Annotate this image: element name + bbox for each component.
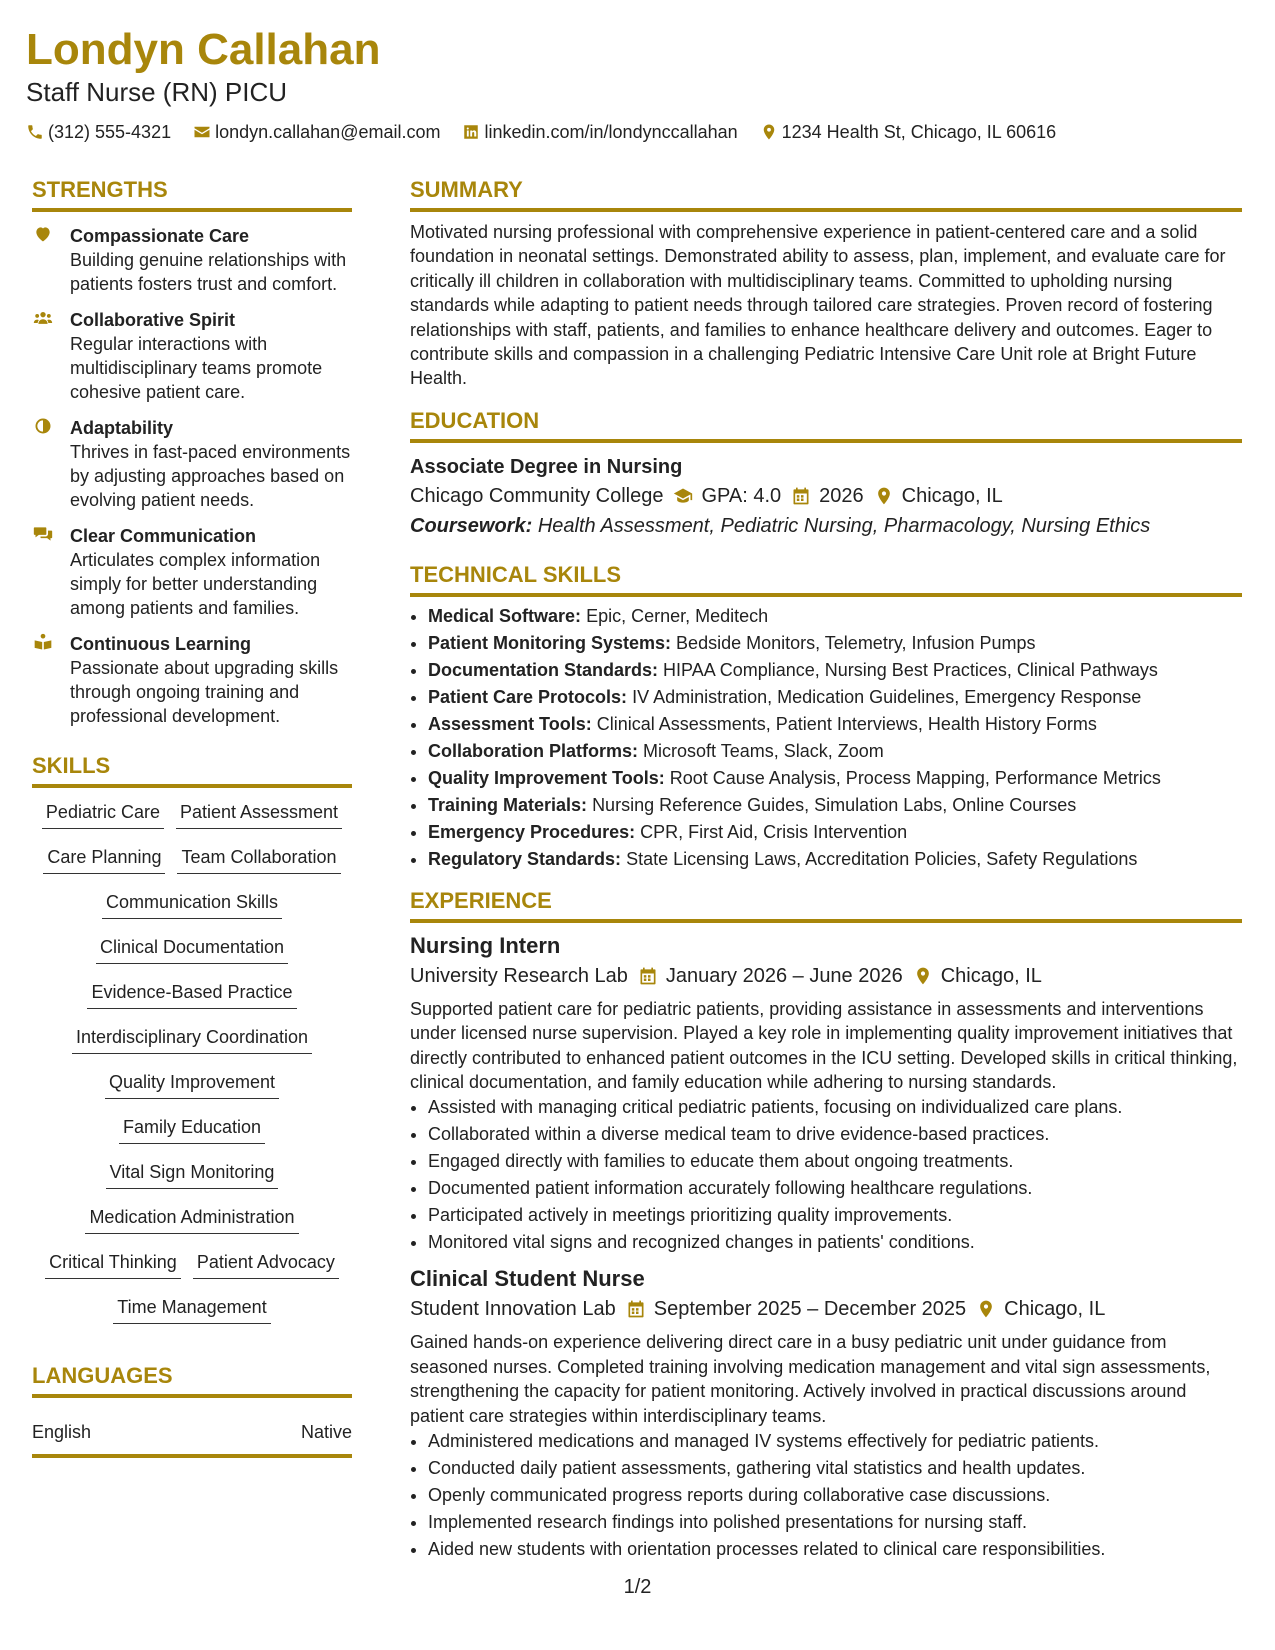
heart-icon [32, 224, 54, 244]
list-item: • Conducted daily patient assessments, gathering vital statistics and health updates. [428, 1455, 1242, 1482]
chat-icon [32, 524, 54, 544]
address-text: 1234 Health St, Chicago, IL 60616 [781, 121, 1057, 142]
language-item [32, 1420, 352, 1444]
strength-heading: Adaptability [70, 418, 174, 438]
calendar-icon [638, 966, 658, 986]
job-bullets [410, 1094, 1242, 1256]
linkedin-text: linkedin.com/in/londynccallahan [484, 121, 738, 142]
job-location: Chicago, IL [940, 964, 1042, 987]
email-text: londyn.callahan@email.com [215, 121, 441, 142]
language-level: Native [300, 1422, 352, 1442]
skill-category: Emergency Procedures: [428, 821, 636, 842]
list-item: • Engaged directly with families to educate them about ongoing treatments. [428, 1148, 1242, 1175]
list-item: • Aided new students with orientation processes related to clinical care responsibilities. [428, 1536, 1242, 1563]
job-organization: University Research Lab [410, 964, 628, 987]
strength-item [32, 524, 352, 620]
list-item [428, 630, 1242, 657]
list-item: • Monitored vital signs and recognized changes in patients' conditions. [428, 1229, 1242, 1256]
phone-icon [26, 123, 44, 141]
skill-values: Epic, Cerner, Meditech [586, 605, 769, 626]
skill-tag: Patient Advocacy [193, 1250, 339, 1279]
half-circle-icon [32, 416, 54, 436]
strength-description: Passionate about upgrading skills through ongoing training and professional development. [70, 658, 339, 726]
skill-values: IV Administration, Medication Guidelines, Emergency Response [632, 686, 1142, 707]
page-number: 1/2 [623, 1576, 652, 1598]
skill-category: Regulatory Standards: [428, 848, 622, 869]
skill-category: Medical Software: [428, 605, 582, 626]
candidate-title: Staff Nurse (RN) PICU [26, 77, 288, 107]
contact-linkedin[interactable] [462, 122, 737, 143]
language-name: English [32, 1422, 92, 1442]
job-role: Nursing Intern [410, 932, 561, 958]
skill-tag: Evidence-Based Practice [87, 980, 296, 1009]
strength-description: Thrives in fast-paced environments by adjusting approaches based on evolving patient needs. [70, 442, 351, 510]
skill-values: HIPAA Compliance, Nursing Best Practices, Clinical Pathways [663, 659, 1158, 680]
list-item [428, 846, 1242, 873]
strength-heading: Continuous Learning [70, 634, 251, 654]
map-pin-icon [976, 1299, 996, 1319]
candidate-name: Londyn Callahan [26, 25, 381, 74]
list-item: • Implemented research findings into polished presentations for nursing staff. [428, 1509, 1242, 1536]
coursework-text: Health Assessment, Pediatric Nursing, Pharmacology, Nursing Ethics [537, 514, 1151, 537]
job-dates: September 2025 – December 2025 [653, 1298, 967, 1321]
skill-tag: Interdisciplinary Coordination [72, 1025, 312, 1054]
education-location: Chicago, IL [901, 484, 1003, 507]
skill-values: Nursing Reference Guides, Simulation Labs, Online Courses [592, 794, 1077, 815]
skill-category: Collaboration Platforms: [428, 740, 639, 761]
linkedin-icon [462, 123, 480, 141]
section-divider [32, 208, 352, 212]
section-divider [410, 919, 1242, 923]
skill-tag: Family Education [119, 1115, 265, 1144]
job-description: Supported patient care for pediatric patients, providing assistance in assessments and interventions under licensed nurse supervision. Played a key role in implementing quality improvement initiatives that directly contributed to enhanced patient outcomes in the ICU setting. Developed skills in critical thinking, clinical documentation, and family education while adhering to nursing standards. [410, 998, 1238, 1093]
calendar-icon [791, 486, 811, 506]
section-title: EDUCATION [410, 407, 540, 433]
job-entry [410, 931, 1242, 1257]
list-item: • Collaborated within a diverse medical team to drive evidence-based practices. [428, 1121, 1242, 1148]
coursework-line [410, 511, 1242, 541]
job-meta [410, 961, 1242, 991]
list-item: • Openly communicated progress reports during collaborative case discussions. [428, 1482, 1242, 1509]
strength-item [32, 308, 352, 404]
list-item [428, 738, 1242, 765]
job-organization: Student Innovation Lab [410, 1298, 616, 1321]
contact-bar [26, 120, 1246, 144]
skill-values: CPR, First Aid, Crisis Intervention [640, 821, 908, 842]
skill-category: Assessment Tools: [428, 713, 592, 734]
strength-item [32, 416, 352, 512]
list-item: • Assisted with managing critical pediatric patients, focusing on individualized care plans. [428, 1094, 1242, 1121]
list-item [428, 657, 1242, 684]
contact-email[interactable] [193, 122, 440, 143]
list-item [428, 819, 1242, 846]
list-item: • Administered medications and managed IV systems effectively for pediatric patients. [428, 1428, 1242, 1455]
skill-tag: Critical Thinking [45, 1250, 181, 1279]
section-title: SKILLS [32, 753, 111, 778]
summary-section [410, 176, 1242, 391]
section-title: STRENGTHS [32, 177, 168, 202]
job-location: Chicago, IL [1004, 1298, 1106, 1321]
contact-address [760, 122, 1057, 143]
strength-description: Building genuine relationships with patients fosters trust and comfort. [70, 250, 347, 294]
job-bullets [410, 1428, 1242, 1563]
list-item [428, 711, 1242, 738]
section-title: TECHNICAL SKILLS [410, 561, 622, 587]
skill-tag: Care Planning [43, 845, 165, 874]
skill-tag: Clinical Documentation [96, 935, 288, 964]
right-column [410, 176, 1242, 1563]
skills-list [32, 800, 352, 1340]
strength-heading: Clear Communication [70, 526, 257, 546]
skill-tag: Medication Administration [85, 1205, 298, 1234]
skill-category: Patient Monitoring Systems: [428, 632, 672, 653]
skill-tag: Quality Improvement [105, 1070, 279, 1099]
job-role: Clinical Student Nurse [410, 1266, 645, 1292]
degree-name: Associate Degree in Nursing [410, 455, 683, 478]
languages-section [32, 1362, 352, 1458]
job-description: Gained hands-on experience delivering direct care in a busy pediatric unit under guidance from seasoned nurses. Completed training involving medication management and vital sign assessments, strengthening the capacity for patient monitoring. Actively involved in practical discussions around patient care strategies within interdisciplinary teams. [410, 1332, 1211, 1426]
contact-phone[interactable] [26, 122, 171, 143]
skill-values: Bedside Monitors, Telemetry, Infusion Pumps [676, 632, 1036, 653]
skill-tag: Vital Sign Monitoring [106, 1160, 279, 1189]
strength-item [32, 632, 352, 728]
skill-category: Quality Improvement Tools: [428, 767, 665, 788]
experience-section [410, 887, 1242, 1563]
list-item [428, 684, 1242, 711]
skill-category: Patient Care Protocols: [428, 686, 628, 707]
skill-tag: Time Management [113, 1295, 270, 1324]
reader-icon [32, 632, 54, 652]
left-column [32, 176, 352, 1458]
strength-description: Regular interactions with multidisciplinary teams promote cohesive patient care. [70, 334, 323, 402]
skill-tag: Patient Assessment [176, 800, 342, 829]
education-meta [410, 481, 1242, 511]
section-title: SUMMARY [410, 177, 523, 202]
strength-description: Articulates complex information simply for better understanding among patients and families. [70, 550, 321, 618]
resume-header [26, 24, 1246, 144]
section-divider [410, 439, 1242, 443]
skills-section [32, 752, 352, 1340]
list-item [428, 765, 1242, 792]
education-section [410, 407, 1242, 541]
coursework-label: Coursework: [410, 514, 533, 537]
skill-tag: Communication Skills [102, 890, 282, 919]
users-icon [32, 308, 54, 328]
strength-heading: Collaborative Spirit [70, 310, 236, 330]
list-item [428, 603, 1242, 630]
skill-category: Documentation Standards: [428, 659, 659, 680]
skill-values: Clinical Assessments, Patient Interviews, Health History Forms [596, 713, 1097, 734]
list-item: • Participated actively in meetings prioritizing quality improvements. [428, 1202, 1242, 1229]
envelope-icon [193, 123, 211, 141]
job-meta [410, 1294, 1242, 1324]
school-name: Chicago Community College [410, 484, 664, 507]
section-title: EXPERIENCE [410, 887, 552, 913]
summary-text: Motivated nursing professional with comprehensive experience in patient-centered care and a solid foundation in neonatal settings. Demonstrated ability to assess, plan, implement, and evaluate care for critically ill children in collaboration with multidisciplinary teams. Committed to upholding nursing standards while adapting to patient needs through tailored care strategies. Proven record of fostering relationships with staff, patients, and families to enhance healthcare delivery and outcomes. Eager to contribute skills and compassion in a challenging Pediatric Intensive Care Unit role at Bright Future Health. [410, 222, 1226, 389]
list-item [428, 792, 1242, 819]
section-title: LANGUAGES [32, 1363, 173, 1388]
map-pin-icon [760, 123, 778, 141]
graduation-cap-icon [673, 486, 693, 506]
gpa-text: GPA: 4.0 [701, 484, 782, 507]
technical-skills-section [410, 561, 1242, 873]
strengths-section [32, 176, 352, 728]
language-level-bar [32, 1454, 352, 1458]
strength-heading: Compassionate Care [70, 226, 250, 246]
job-entry [410, 1264, 1242, 1563]
skill-values: State Licensing Laws, Accreditation Policies, Safety Regulations [626, 848, 1138, 869]
list-item: • Documented patient information accurately following healthcare regulations. [428, 1175, 1242, 1202]
skill-tag: Team Collaboration [177, 845, 340, 874]
graduation-year: 2026 [819, 484, 864, 507]
calendar-icon [626, 1299, 646, 1319]
job-dates: January 2026 – June 2026 [665, 964, 903, 987]
section-divider [410, 593, 1242, 597]
skill-values: Microsoft Teams, Slack, Zoom [643, 740, 884, 761]
technical-skills-list [410, 603, 1242, 873]
section-divider [32, 784, 352, 788]
strength-item [32, 224, 352, 296]
phone-text: (312) 555-4321 [48, 121, 172, 142]
map-pin-icon [874, 486, 894, 506]
map-pin-icon [913, 966, 933, 986]
skill-tag: Pediatric Care [42, 800, 164, 829]
skill-values: Root Cause Analysis, Process Mapping, Performance Metrics [669, 767, 1161, 788]
section-divider [32, 1394, 352, 1398]
section-divider [410, 208, 1242, 212]
skill-category: Training Materials: [428, 794, 588, 815]
